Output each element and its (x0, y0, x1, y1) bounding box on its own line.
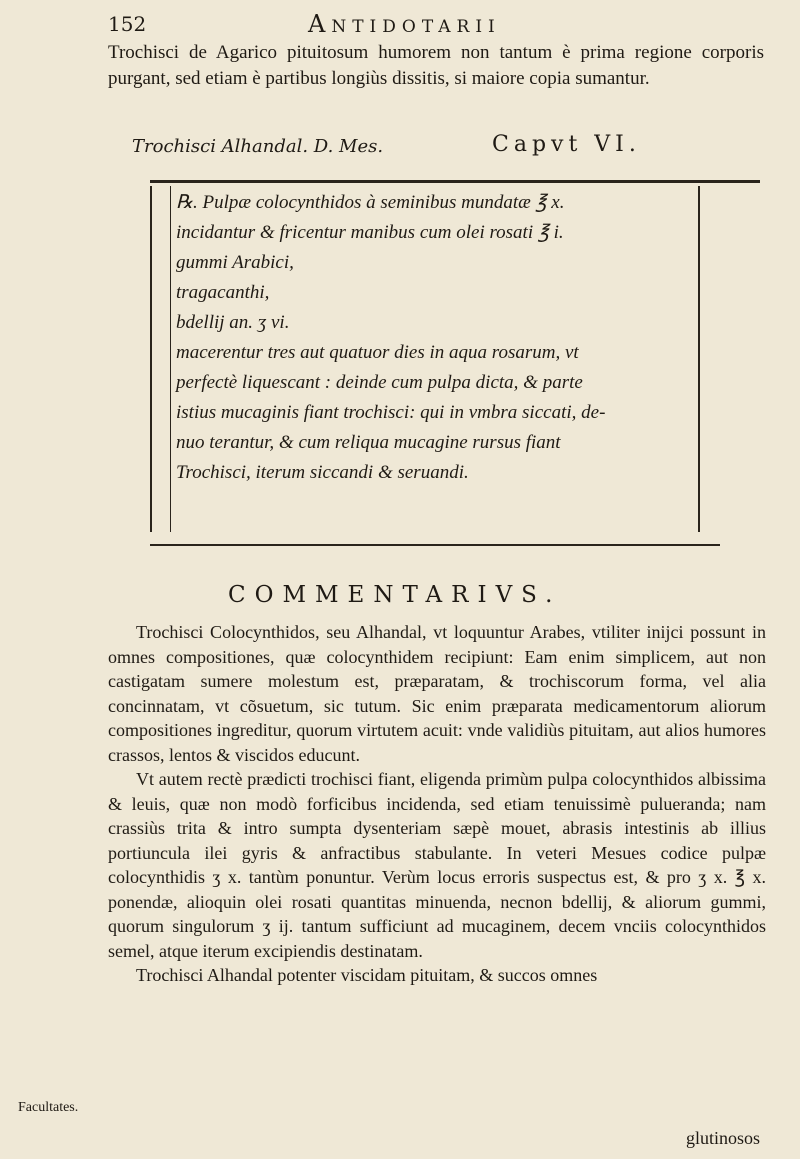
commentary-paragraph: Trochisci Alhandal potenter viscidam pituitam, & succos omnes (136, 965, 598, 985)
recipe-line: nuo terantur, & cum reliqua mucagine rursus fiant (176, 432, 561, 453)
commentary-paragraph: Vt autem rectè prædicti trochisci fiant, eligenda primùm pulpa colocynthidos albissima & leuis, quæ non modò forficibus incidenda, sed etiam tenuissimè puluerandа; nam crassiùs trita & intro sumpta dysenteriam sæpè mouet, abrasis intestinis ab illius portiuncula ilei gyris & anfractibus stabulante. In veteri Mesues codice pulpæ colocynthidis ʒ x. tantùm ponuntur. Verùm locus erroris suspectus est, & pro ʒ x. ℥ x. ponendæ, alioquin olei rosati quantitas minuenda, necnon bdellij, & aliorum gummi, quorum singulorum ʒ ij. tantum sufficiunt ad mucaginem, decem vnciis colocynthidos semel, atque iterum excipiendis destinatam. (108, 769, 766, 961)
box-bottom-rule (150, 544, 720, 546)
page-number: 152 (108, 12, 147, 36)
margin-note: Facultates. (18, 1100, 79, 1115)
recipe-header (132, 132, 772, 166)
recipe-line: incidantur & fricentur manibus cum olei rosati ℥ i. (176, 222, 564, 243)
recipe-line: macerentur tres aut quatuor dies in aqua rosarum, vt (176, 342, 579, 363)
recipe-frame-inner-rule (170, 186, 171, 532)
commentary-text (108, 620, 766, 988)
recipe-line: tragacanthi, (176, 282, 270, 303)
recipe-line: gummi Arabici, (176, 252, 294, 273)
recipe-line: bdellij an. ʒ vi. (176, 312, 290, 333)
intro-paragraph: Trochisci de Agarico pituitosum humorem non tantum è prima regione corporis purgant, sed etiam è partibus longiùs dissitis, si maiore copia sumantur. (108, 42, 764, 89)
commentary-heading: COMMENTARIVS. (228, 582, 562, 608)
recipe-line: Trochisci, iterum siccandi & seruandi. (176, 462, 469, 483)
recipe-title: Trochisci Alhandal. D. Mes. (132, 136, 384, 157)
box-top-rule (150, 180, 760, 183)
recipe-line: perfectè liquescant : deinde cum pulpa dicta, & parte (176, 372, 583, 393)
running-title: Antidotarii (308, 10, 501, 38)
commentary-paragraph: Trochisci Colocynthidos, seu Alhandal, vt loquuntur Arabes, vtiliter inijci possunt in omnes compositiones, quæ colocynthidem recipiunt: Eam enim simplicem, aut non castigatam sumere molestum est, præparatam, & trochiscorum forma, vel alia concinnatam, vt cõsuetum, sic tutum. Sic enim præparata medicamentorum aliorum compositiones ingreditur, quorum virtutem acuit: vnde validiùs pituitam, aut alios humores crassos, lentos & viscidos educunt. (108, 622, 766, 765)
recipe-line: ℞. Pulpæ colocynthidos à seminibus mundatæ ℥ x. (176, 192, 565, 213)
recipe-line: istius mucaginis fiant trochisci: qui in vmbra siccati, de- (176, 402, 606, 423)
recipe-text (176, 188, 696, 488)
running-head (108, 10, 768, 40)
chapter-label: Capvt VI. (492, 132, 641, 157)
catchword: glutinosos (685, 1128, 760, 1148)
